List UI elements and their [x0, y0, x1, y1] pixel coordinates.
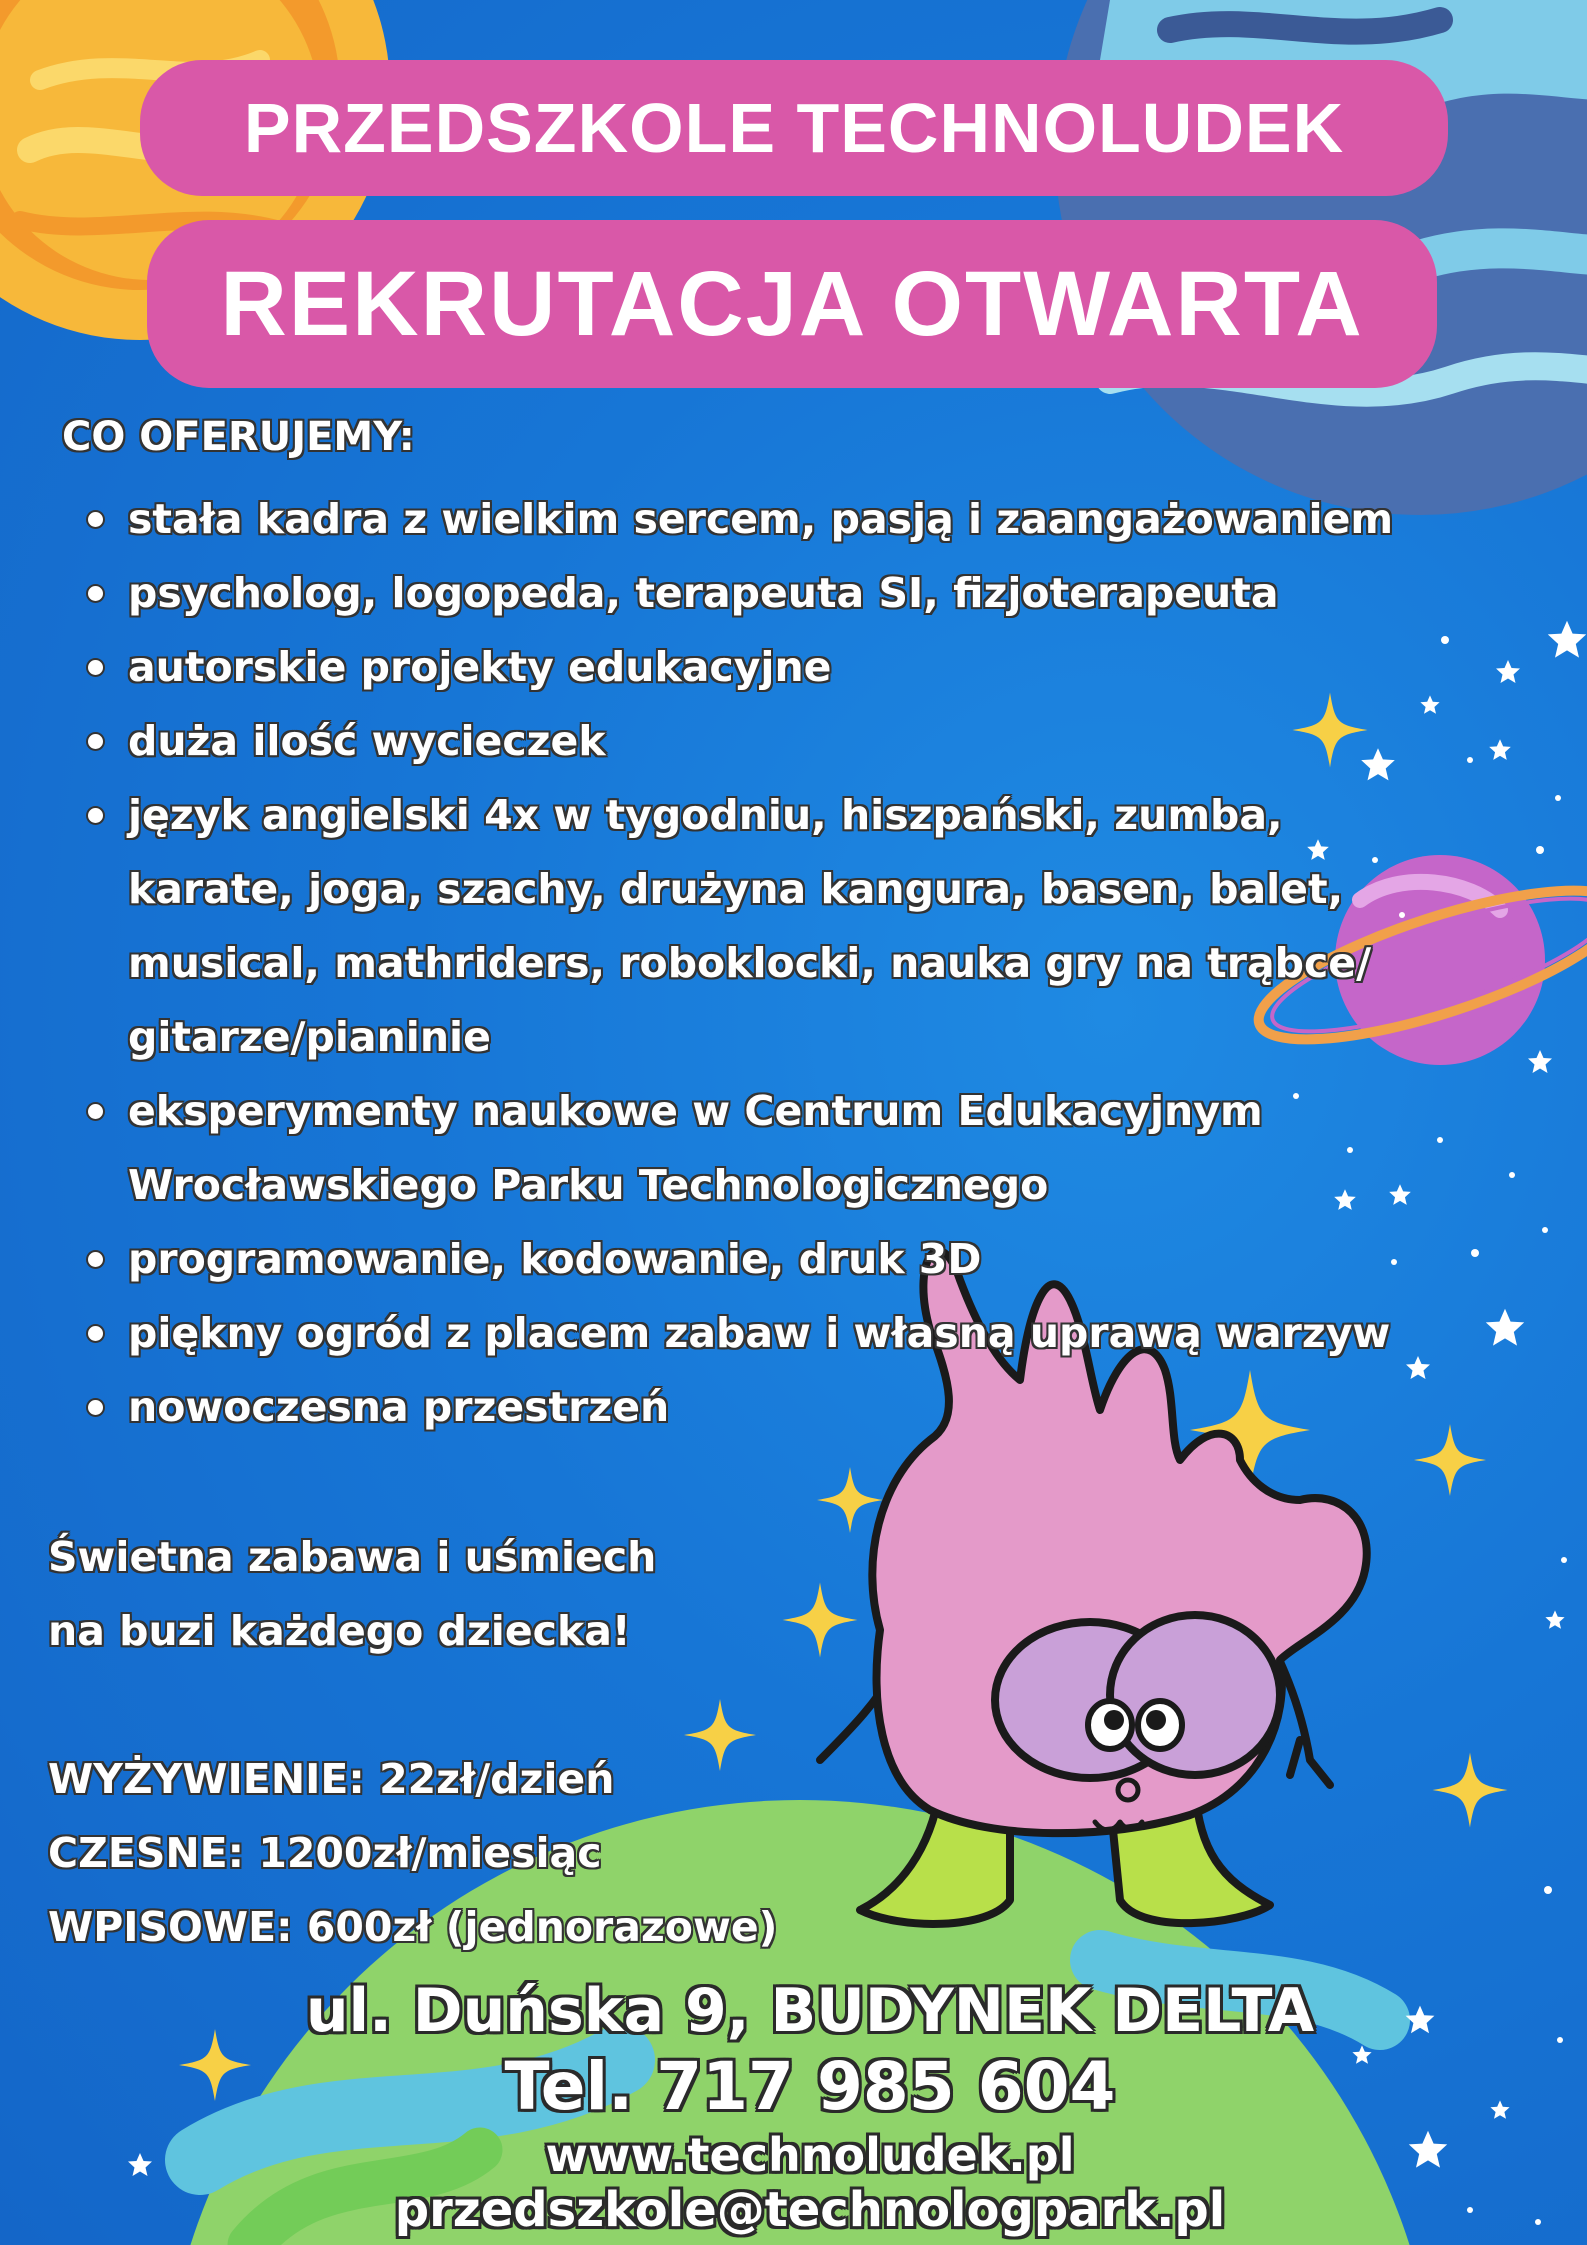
offer-item — [88, 1074, 1418, 1222]
offer-item-line: programowanie, kodowanie, druk 3D — [128, 1235, 982, 1283]
offer-item-line: nowoczesna przestrzeń — [128, 1383, 670, 1431]
recruitment-banner: REKRUTACJA OTWARTA — [147, 220, 1437, 388]
offer-item — [88, 1370, 1418, 1444]
offer-item-line: autorskie projekty edukacyjne — [128, 643, 832, 691]
offer-item — [88, 1296, 1418, 1370]
offer-item — [88, 778, 1418, 1074]
offer-list — [88, 482, 1418, 1444]
offer-item-line: gitarze/pianinie — [128, 1013, 491, 1061]
offer-heading: CO OFERUJEMY: — [62, 414, 415, 460]
school-name-banner: PRZEDSZKOLE TECHNOLUDEK — [140, 60, 1448, 196]
offer-item-line: język angielski 4x w tygodniu, hiszpański, zumba, — [128, 791, 1283, 839]
offer-item — [88, 704, 1418, 778]
offer-item-line: duża ilość wycieczek — [128, 717, 606, 765]
offer-item-line: piękny ogród z placem zabaw i własną uprawą warzyw — [128, 1309, 1391, 1357]
price-list — [48, 1742, 777, 1964]
website-link[interactable]: www.technoludek.pl — [545, 2128, 1075, 2182]
meals-price: WYŻYWIENIE: 22zł/dzień — [48, 1755, 615, 1803]
tagline — [48, 1520, 656, 1668]
tuition-price: CZESNE: 1200zł/miesiąc — [48, 1829, 602, 1877]
tagline-line-1: Świetna zabawa i uśmiech — [48, 1533, 657, 1581]
offer-item — [88, 482, 1418, 556]
offer-item — [88, 556, 1418, 630]
offer-item — [88, 1222, 1418, 1296]
enrollment-fee: WPISOWE: 600zł (jednorazowe) — [48, 1903, 778, 1951]
offer-item-line: Wrocławskiego Parku Technologicznego — [128, 1161, 1049, 1209]
tagline-line-2: na buzi każdego dziecka! — [48, 1607, 631, 1655]
address: ul. Duńska 9, BUDYNEK DELTA — [305, 1976, 1315, 2046]
offer-item-line: psycholog, logopeda, terapeuta SI, fizjoterapeuta — [128, 569, 1279, 617]
email-link[interactable]: przedszkole@technologpark.pl — [394, 2182, 1226, 2238]
offer-item — [88, 630, 1418, 704]
offer-item-line: musical, mathriders, roboklocki, nauka gry na trąbce/ — [128, 939, 1372, 987]
phone-number[interactable]: Tel. 717 985 604 — [504, 2048, 1116, 2125]
offer-item-line: eksperymenty naukowe w Centrum Edukacyjnym — [128, 1087, 1263, 1135]
offer-item-line: karate, joga, szachy, drużyna kangura, basen, balet, — [128, 865, 1344, 913]
offer-item-line: stała kadra z wielkim sercem, pasją i zaangażowaniem — [128, 495, 1394, 543]
